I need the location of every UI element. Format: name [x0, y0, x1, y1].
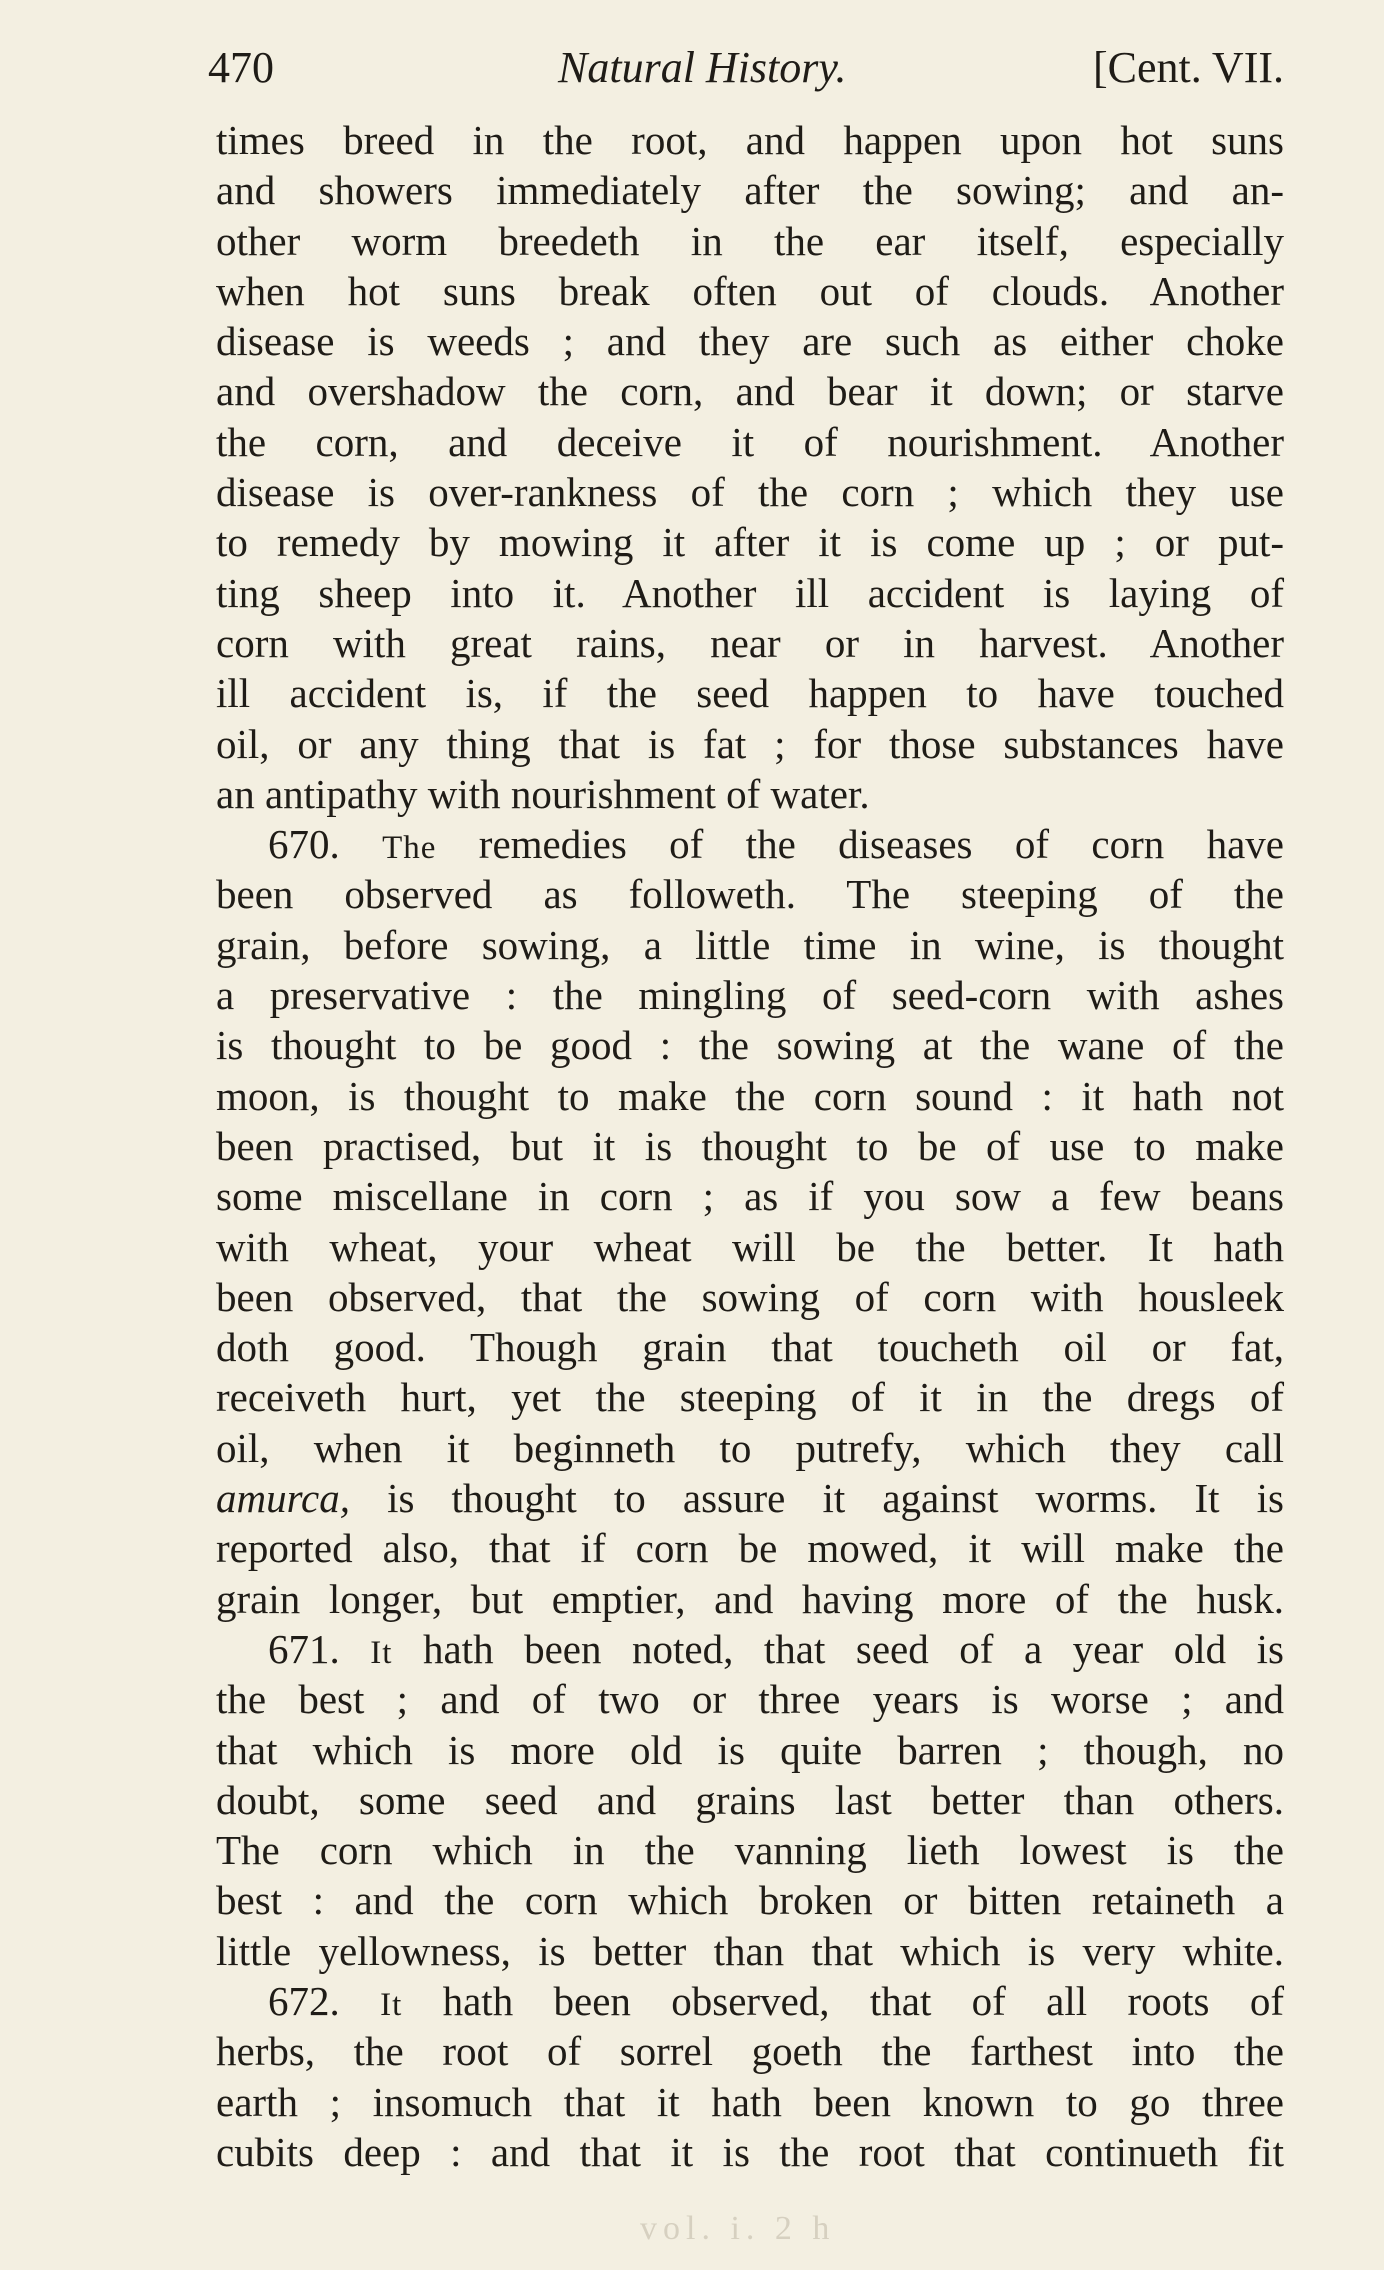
body-text	[216, 115, 1284, 2177]
text-line: other worm breedeth in the ear itself, especially	[216, 217, 1284, 264]
text-line: the best ; and of two or three years is worse ; and	[216, 1676, 1284, 1723]
paragraph-number: 671.	[268, 1625, 340, 1672]
text-line: ill accident is, if the seed happen to have touched	[216, 670, 1284, 717]
text-line: doth good. Though grain that toucheth oil or fat,	[216, 1324, 1284, 1371]
paragraph-670-first-line	[216, 819, 1284, 869]
text-line: some miscellane in corn ; as if you sow a few beans	[216, 1173, 1284, 1220]
smallcaps-opening: The	[382, 830, 437, 867]
text-line: and showers immediately after the sowing; and an-	[216, 167, 1284, 214]
text-line: the corn, and deceive it of nourishment. Another	[216, 418, 1284, 465]
faint-signature-mark: vol. i. 2 h	[640, 2210, 836, 2247]
text-line: when hot suns break often out of clouds. Another	[216, 267, 1284, 314]
text-line: best : and the corn which broken or bitten retaineth a	[216, 1877, 1284, 1924]
paragraph-number: 672.	[268, 1977, 340, 2024]
text-line: cubits deep : and that it is the root that continueth fit	[216, 2128, 1284, 2175]
text-line-with-italic	[216, 1473, 1284, 1523]
text-line: moon, is thought to make the corn sound : it hath not	[216, 1072, 1284, 1119]
text-line: oil, or any thing that is fat ; for those substances have	[216, 720, 1284, 767]
text-fragment: hath been noted, that seed of a year old is	[392, 1625, 1285, 1672]
text-line: doubt, some seed and grains last better than others.	[216, 1776, 1284, 1823]
text-line: reported also, that if corn be mowed, it will make the	[216, 1525, 1284, 1572]
text-line: an antipathy with nourishment of water.	[216, 770, 870, 817]
smallcaps-opening: It	[380, 1986, 403, 2023]
page-header	[208, 38, 1284, 98]
text-line: grain longer, but emptier, and having more of the husk.	[216, 1575, 1284, 1622]
text-line: a preservative : the mingling of seed-corn with ashes	[216, 972, 1284, 1019]
text-line: receiveth hurt, yet the steeping of it in the dregs of	[216, 1374, 1284, 1421]
text-line: The corn which in the vanning lieth lowest is the	[216, 1827, 1284, 1874]
text-line: grain, before sowing, a little time in wine, is thought	[216, 921, 1284, 968]
text-line: disease is over-rankness of the corn ; which they use	[216, 469, 1284, 516]
text-line: with wheat, your wheat will be the better. It hath	[216, 1223, 1284, 1270]
text-fragment: remedies of the diseases of corn have	[436, 821, 1284, 868]
paragraph-672-first-line	[216, 1976, 1284, 2026]
text-line: to remedy by mowing it after it is come up ; or put-	[216, 519, 1284, 566]
text-line: disease is weeds ; and they are such as either choke	[216, 318, 1284, 365]
text-line: been observed, that the sowing of corn with housleek	[216, 1273, 1284, 1320]
text-line: been observed as followeth. The steeping of the	[216, 871, 1284, 918]
text-line: times breed in the root, and happen upon hot suns	[216, 117, 1284, 163]
italic-term-amurca: amurca,	[216, 1475, 350, 1522]
paragraph-number: 670.	[268, 821, 340, 868]
text-line: little yellowness, is better than that which is very white.	[216, 1927, 1284, 1974]
text-fragment: hath been observed, that of all roots of	[402, 1977, 1284, 2024]
text-line: earth ; insomuch that it hath been known to go three	[216, 2078, 1284, 2125]
text-line: and overshadow the corn, and bear it down; or starve	[216, 368, 1284, 415]
text-line: is thought to be good : the sowing at the wane of the	[216, 1022, 1284, 1069]
smallcaps-opening: It	[370, 1634, 393, 1671]
text-line: herbs, the root of sorrel goeth the farthest into the	[216, 2028, 1284, 2075]
text-line: oil, when it beginneth to putrefy, which they call	[216, 1424, 1284, 1471]
text-fragment: is thought to assure it against worms. It is	[350, 1475, 1284, 1522]
text-line: corn with great rains, near or in harvest. Another	[216, 619, 1284, 666]
text-line: that which is more old is quite barren ; though, no	[216, 1726, 1284, 1773]
text-line: ting sheep into it. Another ill accident is laying of	[216, 569, 1284, 616]
page-number: 470	[208, 43, 274, 92]
paragraph-671-first-line	[216, 1624, 1284, 1674]
section-reference: [Cent. VII.	[1092, 43, 1284, 92]
text-line: been practised, but it is thought to be of use to make	[216, 1122, 1284, 1169]
running-title: Natural History.	[558, 43, 847, 92]
